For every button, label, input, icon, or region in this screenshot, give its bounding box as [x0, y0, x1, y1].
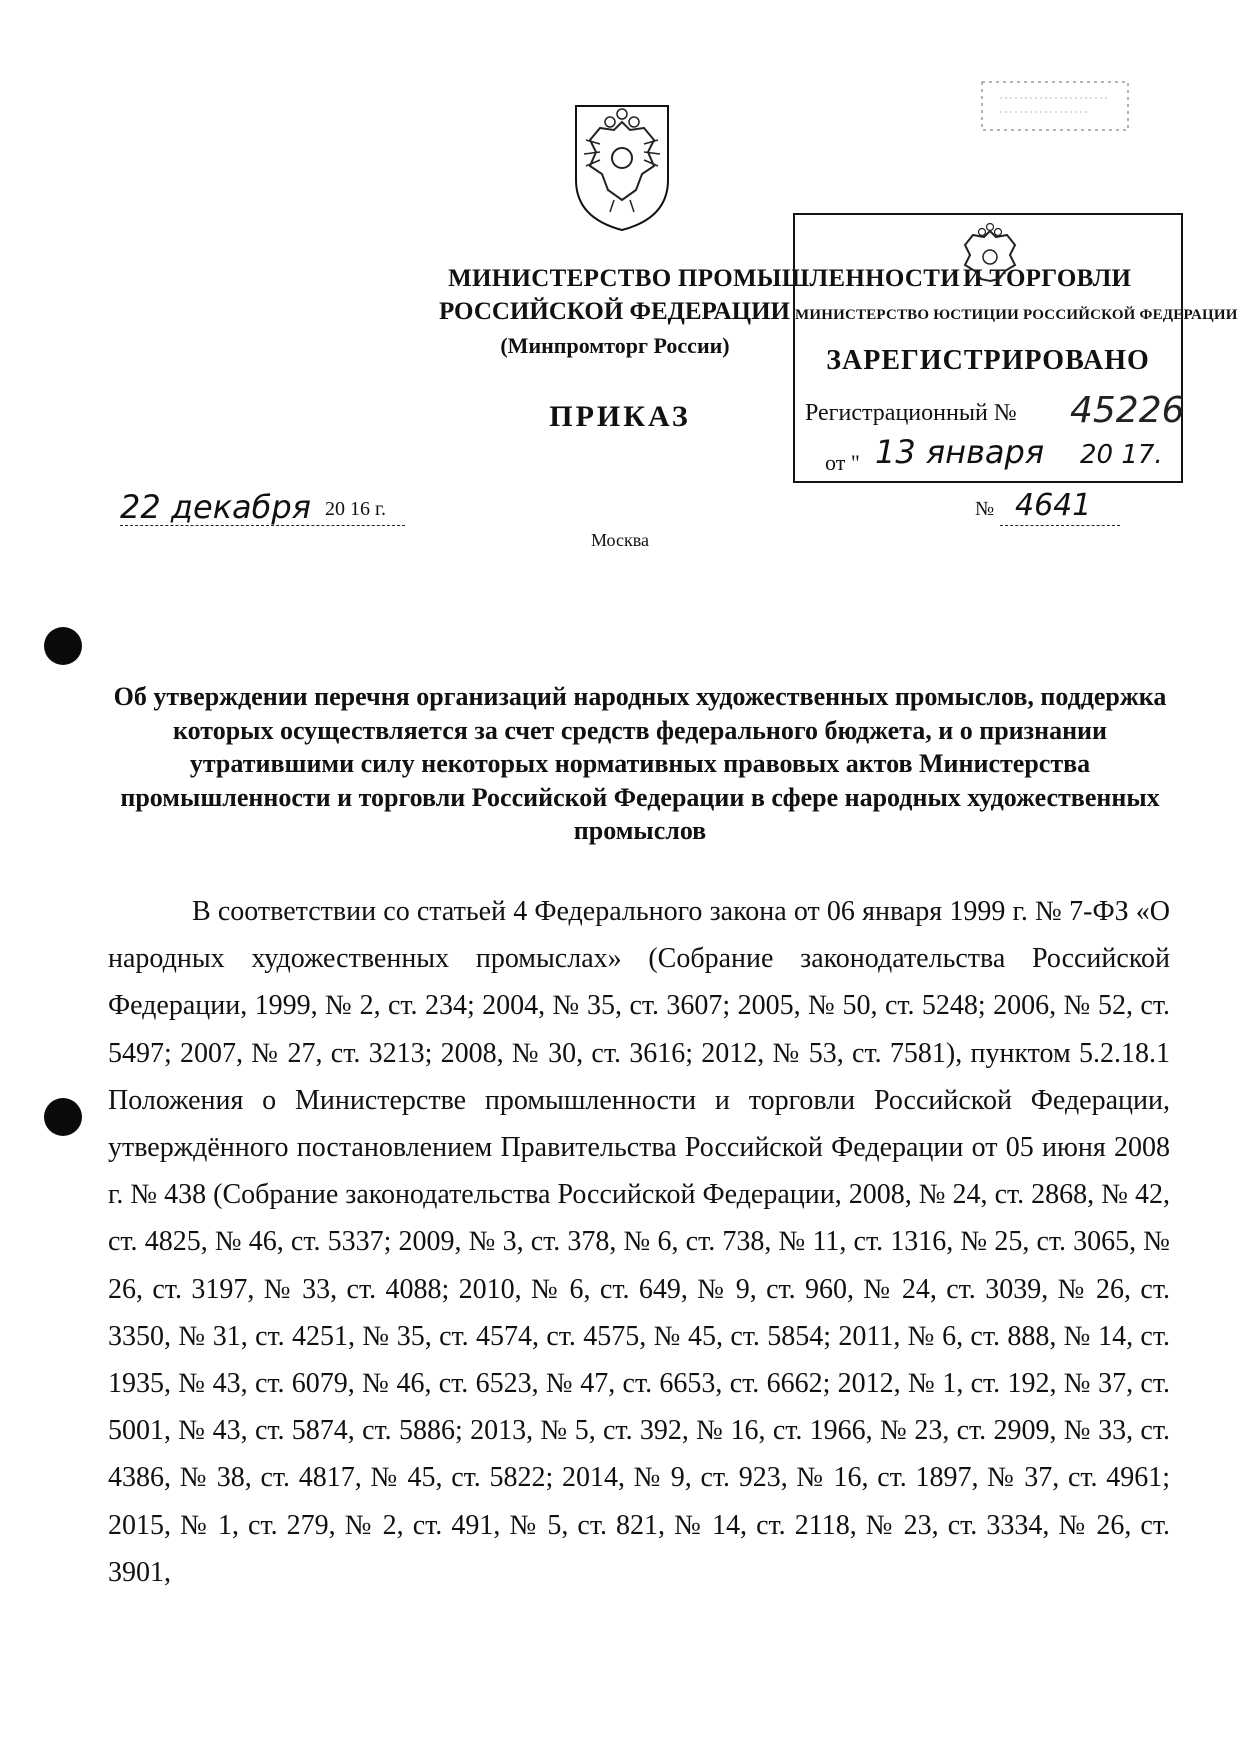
- stamp-ministry-name: МИНИСТЕРСТВО ЮСТИЦИИ РОССИЙСКОЙ ФЕДЕРАЦИИ: [795, 307, 1238, 323]
- body-paragraph: [108, 888, 1170, 1596]
- order-number-underline: [1000, 524, 1120, 526]
- order-number-value: 4641: [1015, 488, 1092, 523]
- ministry-name-line2: РОССИЙСКОЙ ФЕДЕРАЦИИ: [438, 298, 790, 325]
- document-title: Об утверждении перечня организаций народных художественных промыслов, поддержка которых осуществляется за счет средств федерального бюджета, и о признании утратившими силу некоторых нормативных правовых актов Министерства промышленности и торговли Российской Федерации в сфере народных художественных промыслов: [113, 682, 1167, 845]
- stamp-date-value: 13 января: [875, 433, 1045, 471]
- order-year: 20 16 г.: [325, 498, 386, 520]
- order-date: 22 декабря: [120, 488, 311, 526]
- corner-mark: [980, 80, 1130, 136]
- stamp-date-prefix: от ": [825, 450, 860, 475]
- registration-stamp: [793, 213, 1238, 483]
- stamp-regnum-label: Регистрационный №: [805, 400, 1017, 426]
- ministry-name-left: МИНИСТЕРСТВО ПРОМЫШЛЕННОСТИ: [448, 265, 960, 292]
- stamp-regnum-value: 45226: [1070, 390, 1185, 431]
- body-text: В соответствии со статьей 4 Федерального закона от 06 января 1999 г. № 7-ФЗ «О народных художественных промыслах» (Собрание законодательства Российской Федерации, 1999, № 2, ст. 234; 2004, № 35, ст. 3607; 2005, № 50, ст. 5248; 2006, № 52, ст. 5497; 2007, № 27, ст. 3213; 2008, № 30, ст. 3616; 2012, № 53, ст. 7581), пунктом 5.2.18.1 Положения о Министерстве промышленности и торговли Российской Федерации, утверждённого постановлением Правительства Российской Федерации от 05 июня 2008 г. № 438 (Собрание законодательства Российской Федерации, 2008, № 24, ст. 2868, № 42, ст. 4825, № 46, ст. 5337; 2009, № 3, ст. 378, № 6, ст. 738, № 11, ст. 1316, № 25, ст. 3065, № 26, ст. 3197, № 33, ст. 4088; 2010, № 6, ст. 649, № 9, ст. 960, № 24, ст. 3039, № 26, ст. 3350, № 31, ст. 4251, № 35, ст. 4574, ст. 4575, № 45, ст. 5854; 2011, № 6, ст. 888, № 14, ст. 1935, № 43, ст. 6079, № 46, ст. 6523, № 47, ст. 6653, ст. 6662; 2012, № 1, ст. 192, № 37, ст. 5001, № 43, ст. 5874, ст. 5886; 2013, № 5, ст. 392, № 16, ст. 1966, № 23, ст. 2909, № 33, ст. 4386, № 38, ст. 4817, № 45, ст. 5822; 2014, № 9, ст. 923, № 16, ст. 1897, № 37, ст. 4961; 2015, № 1, ст. 279, № 2, ст. 491, № 5, ст. 821, № 14, ст. 2118, № 23, ст. 3334, № 26, ст. 3901,: [108, 896, 1170, 1588]
- ministry-short-name: (Минпромторг России): [500, 333, 730, 358]
- ministry-name-right: И ТОРГОВЛИ: [963, 265, 1132, 292]
- city: Москва: [591, 530, 649, 550]
- order-number-label: №: [975, 498, 995, 520]
- punch-hole: [44, 1098, 82, 1136]
- order-date-underline: [120, 524, 405, 526]
- stamp-registered-label: ЗАРЕГИСТРИРОВАНО: [826, 345, 1150, 376]
- coat-of-arms-icon: [570, 100, 674, 234]
- document-type: ПРИКАЗ: [549, 400, 691, 433]
- punch-hole: [44, 627, 82, 665]
- stamp-emblem-icon: [955, 223, 1025, 283]
- stamp-date-year: 20 17.: [1080, 440, 1163, 470]
